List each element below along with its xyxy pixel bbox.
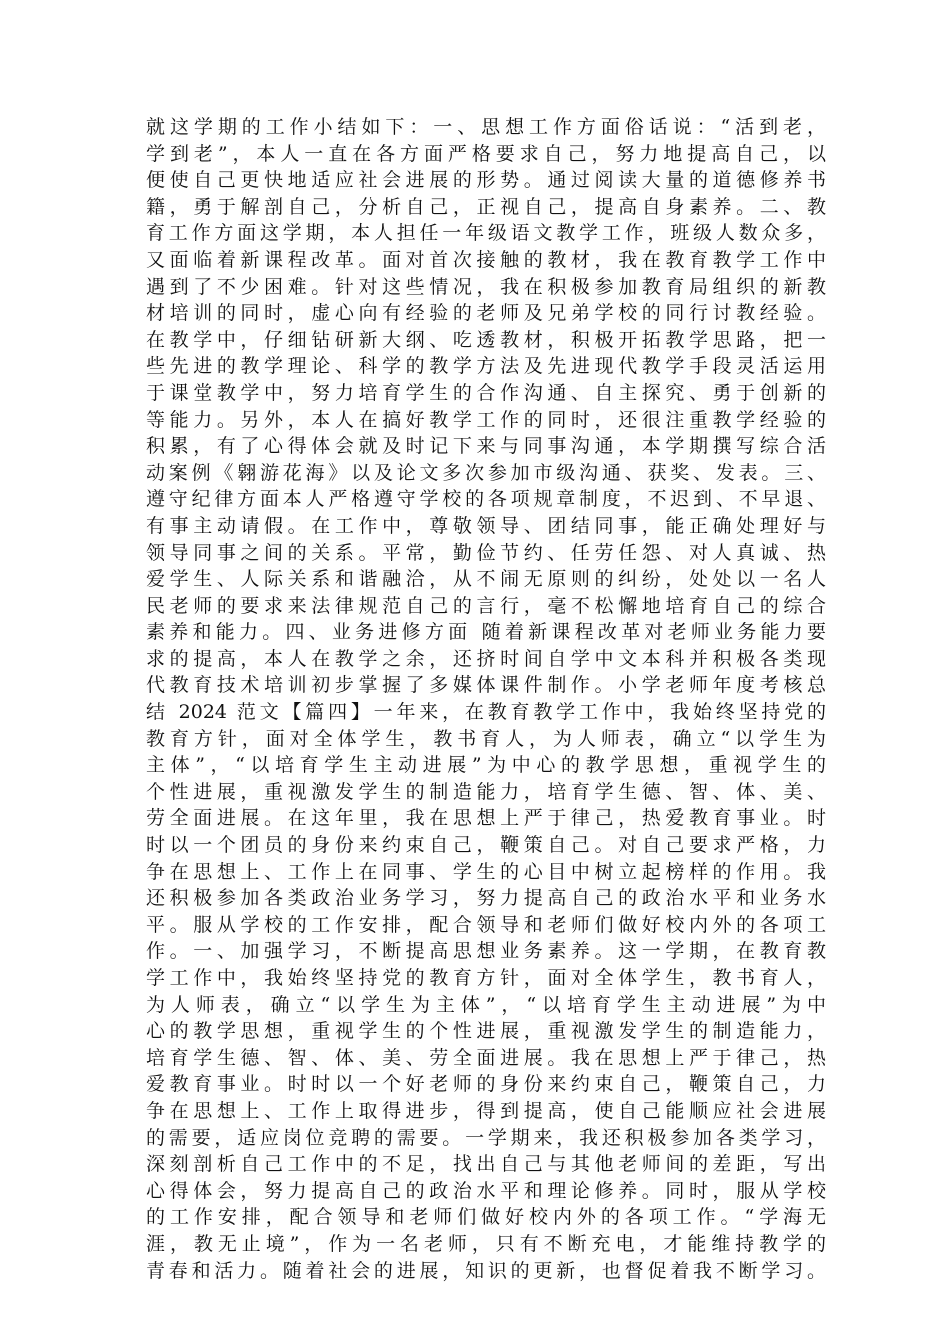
text-line: 青春和活力。随着社会的进展，知识的更新，也督促着我不断学习。: [146, 1259, 826, 1282]
text-line: 在教学中，仔细钻研新大纲、吃透教材，积极开拓教学思路，把一: [146, 328, 826, 351]
text-line: 爱学生、人际关系和谐融洽，从不闹无原则的纠纷，处处以一名人: [146, 568, 826, 591]
text-line: 动案例《翱游花海》以及论文多次参加市级沟通、获奖、发表。三、: [146, 461, 826, 484]
text-line: 爱教育事业。时时以一个好老师的身份来约束自己，鞭策自己，力: [146, 1073, 826, 1096]
text-line: 结 2024 范文【篇四】一年来，在教育教学工作中，我始终坚持党的: [146, 701, 826, 724]
text-line: 有事主动请假。在工作中，尊敬领导、团结同事，能正确处理好与: [146, 514, 826, 537]
text-line: 求的提高，本人在教学之余，还挤时间自学中文本科并积极各类现: [146, 647, 826, 670]
text-line: 教育方针，面对全体学生，教书育人，为人师表，确立“以学生为: [146, 727, 826, 750]
text-line: 学到老”，本人一直在各方面严格要求自己，努力地提高自己，以: [146, 142, 826, 165]
text-line: 涯，教无止境”，作为一名老师，只有不断充电，才能维持教学的: [146, 1232, 826, 1255]
text-line: 深刻剖析自己工作中的不足，找出自己与其他老师间的差距，写出: [146, 1153, 826, 1176]
text-line: 就这学期的工作小结如下：一、思想工作方面俗话说：“活到老，: [146, 116, 826, 138]
text-line: 培育学生德、智、体、美、劳全面进展。我在思想上严于律己，热: [146, 1046, 826, 1069]
text-line: 素养和能力。四、业务进修方面 随着新课程改革对老师业务能力要: [146, 621, 826, 644]
body-text: [146, 114, 826, 1284]
text-line: 的需要，适应岗位竞聘的需要。一学期来，我还积极参加各类学习，: [146, 1126, 826, 1149]
text-line: 还积极参加各类政治业务学习，努力提高自己的政治水平和业务水: [146, 887, 826, 910]
text-line: 学工作中，我始终坚持党的教育方针，面对全体学生，教书育人，: [146, 967, 826, 989]
text-line: 积累，有了心得体会就及时记下来与同事沟通，本学期撰写综合活: [146, 435, 826, 458]
text-line: 育工作方面这学期，本人担任一年级语文教学工作，班级人数众多，: [146, 222, 826, 245]
text-line: 便使自己更快地适应社会进展的形势。通过阅读大量的道德修养书: [146, 169, 826, 192]
text-line: 些先进的教学理论、科学的教学方法及先进现代教学手段灵活运用: [146, 355, 826, 378]
text-line: 争在思想上、工作上取得进步，得到提高，使自己能顺应社会进展: [146, 1099, 826, 1122]
text-line: 心的教学思想，重视学生的个性进展，重视激发学生的制造能力，: [146, 1020, 826, 1043]
text-line: 又面临着新课程改革。面对首次接触的教材，我在教育教学工作中: [146, 248, 826, 271]
text-line: 劳全面进展。在这年里，我在思想上严于律己，热爱教育事业。时: [146, 807, 826, 830]
text-line: 时以一个团员的身份来约束自己，鞭策自己。对自己要求严格，力: [146, 834, 826, 857]
text-line: 籍，勇于解剖自己，分析自己，正视自己，提高自身素养。二、教: [146, 195, 826, 218]
text-line: 平。服从学校的工作安排，配合领导和老师们做好校内外的各项工: [146, 913, 826, 936]
text-line: 为人师表，确立“以学生为主体”，“以培育学生主动进展”为中: [146, 993, 826, 1016]
text-line: 遵守纪律方面本人严格遵守学校的各项规章制度，不迟到、不早退、: [146, 488, 826, 511]
text-line: 的工作安排，配合领导和老师们做好校内外的各项工作。“学海无: [146, 1206, 826, 1229]
text-line: 材培训的同时，虚心向有经验的老师及兄弟学校的同行讨教经验。: [146, 302, 826, 325]
text-line: 作。一、加强学习，不断提高思想业务素养。这一学期，在教育教: [146, 940, 826, 963]
text-line: 民老师的要求来法律规范自己的言行，毫不松懈地培育自己的综合: [146, 594, 826, 617]
text-line: 心得体会，努力提高自己的政治水平和理论修养。同时，服从学校: [146, 1179, 826, 1202]
text-line: 等能力。另外，本人在搞好教学工作的同时，还很注重教学经验的: [146, 408, 826, 431]
text-line: 遇到了不少困难。针对这些情况，我在积极参加教育局组织的新教: [146, 275, 826, 298]
text-line: 于课堂教学中，努力培育学生的合作沟通、自主探究、勇于创新的: [146, 381, 826, 404]
text-line: 代教育技术培训初步掌握了多媒体课件制作。小学老师年度考核总: [146, 674, 826, 697]
text-line: 领导同事之间的关系。平常，勤俭节约、任劳任怨、对人真诚、热: [146, 541, 826, 564]
text-line: 个性进展，重视激发学生的制造能力，培育学生德、智、体、美、: [146, 780, 826, 803]
text-line: 争在思想上、工作上在同事、学生的心目中树立起榜样的作用。我: [146, 860, 826, 883]
text-line: 主体”，“以培育学生主动进展”为中心的教学思想，重视学生的: [146, 754, 826, 777]
